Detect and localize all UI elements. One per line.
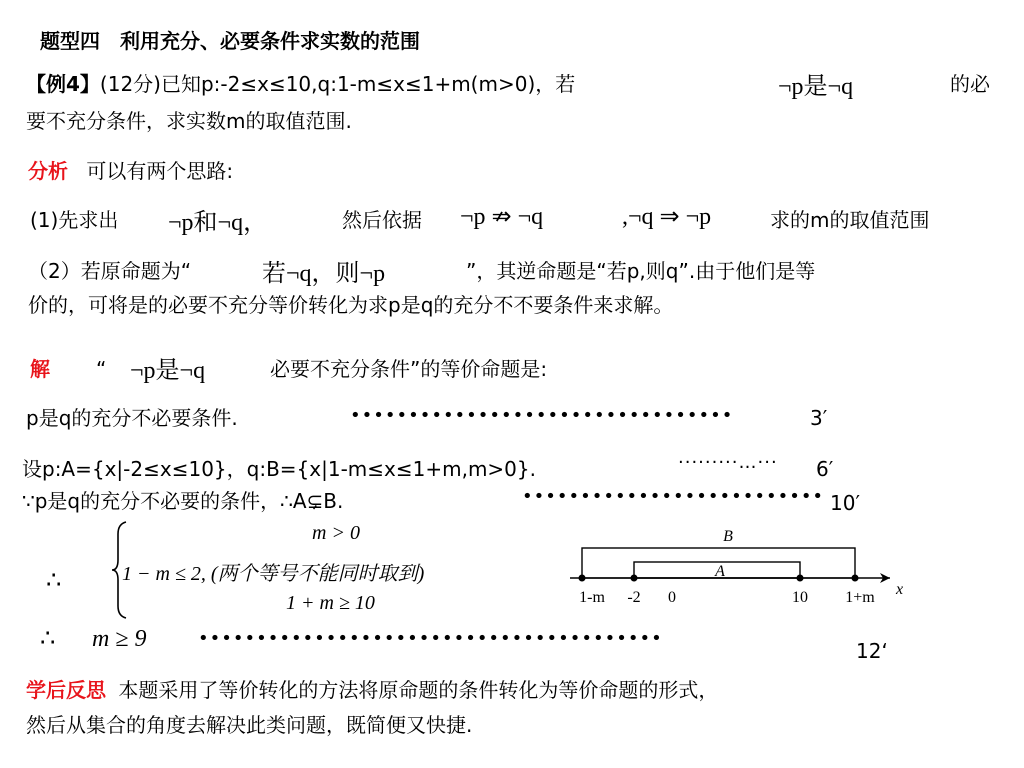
- solution-neg-formula: ¬p是¬q: [130, 358, 206, 384]
- example-condition: (12分)已知p:-2≤x≤10,q:1-m≤x≤1+m(m>0)，若: [99, 72, 576, 96]
- tick-label-10: 10: [792, 589, 808, 606]
- point-10: [797, 575, 804, 582]
- step-3-score: 10′: [830, 491, 860, 515]
- analysis-intro: 可以有两个思路:: [86, 159, 234, 183]
- result-therefore-symbol: ∴: [40, 624, 56, 652]
- solution-step-2: 设p:A={x|-2≤x≤10}，q:B={x|1-m≤x≤1+m,m>0}.: [22, 457, 536, 481]
- label-set-a: A: [715, 563, 725, 580]
- system-row-3: 1 + m ≥ 10: [286, 592, 375, 614]
- solution-quote-tail: 必要不充分条件”的等价命题是:: [270, 357, 548, 381]
- route2-tail: ”，其逆命题是“若p,则q”.由于他们是等: [466, 259, 816, 283]
- route2-prefix: （2）若原命题为“: [28, 259, 192, 283]
- route1-implication-2: ,¬q ⇒ ¬p: [622, 204, 712, 230]
- reflection-label: 学后反思: [26, 678, 106, 702]
- result-score: 12‘: [856, 639, 888, 663]
- solution-step-3: ∵p是q的充分不必要的条件，∴A⊊B.: [22, 489, 344, 513]
- therefore-symbol: ∴: [46, 566, 62, 594]
- label-set-b: B: [723, 528, 733, 545]
- point-1+m: [852, 575, 859, 582]
- number-line-diagram: [560, 520, 910, 610]
- example-line-1: [26, 71, 575, 97]
- step-2-score: 6′: [816, 457, 834, 481]
- reflection-line-2: 然后从集合的角度去解决此类问题，既简便又快捷.: [26, 713, 473, 737]
- step-1-leader: •••••••••••••••••••••••••••••••••: [350, 405, 734, 426]
- example-line-2: 要不充分条件，求实数m的取值范围.: [26, 109, 352, 133]
- solution-quote-open: “: [96, 357, 107, 381]
- tick-label-1+m: 1+m: [845, 589, 875, 606]
- reflection-text-1: 本题采用了等价转化的方法将原命题的条件转化为等价命题的形式，: [118, 678, 719, 702]
- tick-label-1-m: 1-m: [579, 589, 605, 606]
- analysis-line: [28, 158, 233, 184]
- result-leader: ••••••••••••••••••••••••••••••••••••••••: [198, 628, 663, 649]
- system-row-2: 1 − m ≤ 2, (两个等号不能同时取到): [122, 563, 425, 585]
- system-row-1: m > 0: [312, 522, 360, 544]
- route1-implication-1: ¬p ⇏ ¬q: [460, 204, 544, 230]
- example-label: 【例4】: [26, 72, 100, 96]
- route1-prefix: (1)先求出: [30, 208, 119, 232]
- route1-tail: 求的m的取值范围: [770, 208, 930, 232]
- step-3-leader: ••••••••••••••••••••••••••: [522, 486, 825, 507]
- label-axis-x: x: [896, 581, 904, 598]
- example-neg-formula: ¬p是¬q: [778, 74, 854, 100]
- analysis-label: 分析: [28, 159, 68, 183]
- route1-mid: 然后依据: [342, 208, 422, 232]
- reflection-line-1: [26, 677, 718, 703]
- route2-line-2: 价的，可将是的必要不充分等价转化为求p是q的充分不不要条件来求解。: [28, 293, 674, 317]
- example-line-1-tail: 的必: [950, 72, 990, 96]
- route2-formula: 若¬q，则¬p: [262, 261, 386, 287]
- tick-label-neg2: -2: [627, 589, 641, 606]
- point-1-m: [579, 575, 586, 582]
- route1-negations: ¬p和¬q，: [168, 210, 268, 236]
- solution-step-1: p是q的充分不必要条件.: [26, 406, 238, 430]
- step-1-score: 3′: [810, 406, 828, 430]
- solution-label: 解: [30, 357, 50, 381]
- tick-label-0: 0: [668, 589, 676, 606]
- step-2-leader: ·········…···: [678, 452, 778, 473]
- result-formula: m ≥ 9: [92, 626, 147, 652]
- page-heading: 题型四 利用充分、必要条件求实数的范围: [40, 29, 420, 53]
- point-neg2: [631, 575, 638, 582]
